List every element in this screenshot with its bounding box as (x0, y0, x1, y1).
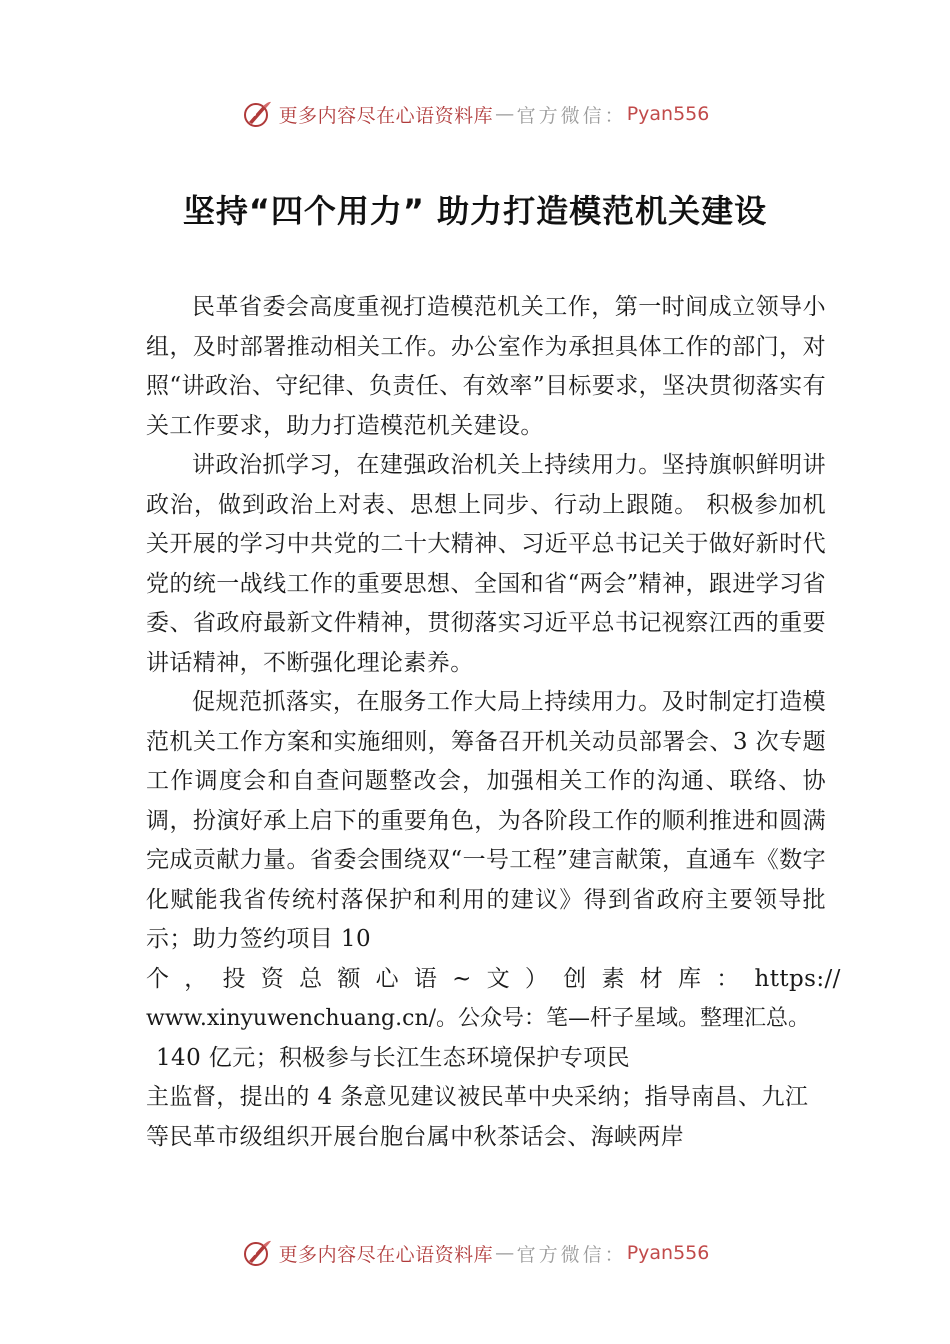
document-title: 坚持“四个用力” 助力打造模范机关建设 (182, 192, 768, 230)
banner-main-text: 更多内容尽在心语资料库 (278, 1243, 494, 1266)
banner-wechat-id: Pyan556 (626, 1242, 710, 1264)
spaced-char: 额 (337, 965, 361, 992)
spaced-char: ~ (452, 965, 472, 992)
spaced-char: 个 (146, 965, 170, 992)
spaced-char: 材 (639, 965, 664, 992)
header-watermark-banner (0, 94, 950, 134)
spaced-char: 文 (486, 965, 511, 992)
paragraph-3-spaced-line (146, 960, 841, 1000)
paragraph-1: 民革省委会高度重视打造模范机关工作，第一时间成立领导小组，及时部署推动相关工作。办公室作为承担具体工作的部门，对照“讲政治、守纪律、负责任、有效率”目标要求，坚决贯彻落实有关工作要求，助力打造模范机关建设。 (146, 294, 826, 439)
banner-wechat-id: Pyan556 (626, 103, 710, 125)
banner-separator: — (495, 1242, 515, 1264)
spaced-char: 库 (677, 965, 702, 992)
document-body (146, 288, 841, 1157)
spaced-char: 资 (260, 965, 285, 992)
spaced-char: 投 (222, 965, 246, 992)
spaced-char: 创 (563, 965, 587, 992)
paragraph-3-after-url: 140 亿元；积极参与长江生态环境保护专项民 (156, 1044, 631, 1071)
spaced-char: 语 (413, 965, 438, 992)
banner-main-text: 更多内容尽在心语资料库 (278, 104, 494, 127)
footer-watermark-banner (0, 1233, 950, 1273)
quill-seal-icon (241, 1237, 273, 1269)
paragraph-3-tail: 主监督，提出的 4 条意见建议被民革中央采纳；指导南昌、九江等民革市级组织开展台胞台属中秋茶话会、海峡两岸 (146, 1084, 809, 1150)
spaced-url-start: https:// (754, 965, 841, 992)
spaced-char: ： (716, 965, 740, 992)
banner-separator: — (495, 103, 515, 125)
paragraph-3-url-line: www.xinyuwenchuang.cn/。公众号：笔—杆子星域。整理汇总。 (146, 1006, 811, 1031)
banner-wechat-label: 官方微信： (516, 104, 627, 127)
spaced-char: 总 (299, 965, 323, 992)
quill-seal-icon (241, 98, 273, 130)
spaced-char: 素 (601, 965, 625, 992)
spaced-char: ） (524, 965, 549, 992)
spaced-char: ， (184, 965, 208, 992)
spaced-char: 心 (375, 965, 399, 992)
banner-wechat-label: 官方微信： (516, 1243, 627, 1266)
paragraph-3: 促规范抓落实，在服务工作大局上持续用力。及时制定打造模范机关工作方案和实施细则，筹备召开机关动员部署会、3 次专题工作调度会和自查问题整改会，加强相关工作的沟通、联络、协调，扮演好承上启下的重要角色，为各阶段工作的顺利推进和圆满完成贡献力量。省委会围绕双“一号工程”建言献策，直通车《数字化赋能我省传统村落保护和利用的建议》得到省政府主要领导批示；助力签约项目 10 (146, 689, 826, 952)
paragraph-2: 讲政治抓学习，在建强政治机关上持续用力。坚持旗帜鲜明讲政治，做到政治上对表、思想上同步、行动上跟随。 积极参加机关开展的学习中共党的二十大精神、习近平总书记关于做好新时代党的统一战线工作的重要思想、全国和省“两会”精神，跟进学习省委、省政府最新文件精神，贯彻落实习近平总书记视察江西的重要讲话精神，不断强化理论素养。 (146, 452, 826, 676)
